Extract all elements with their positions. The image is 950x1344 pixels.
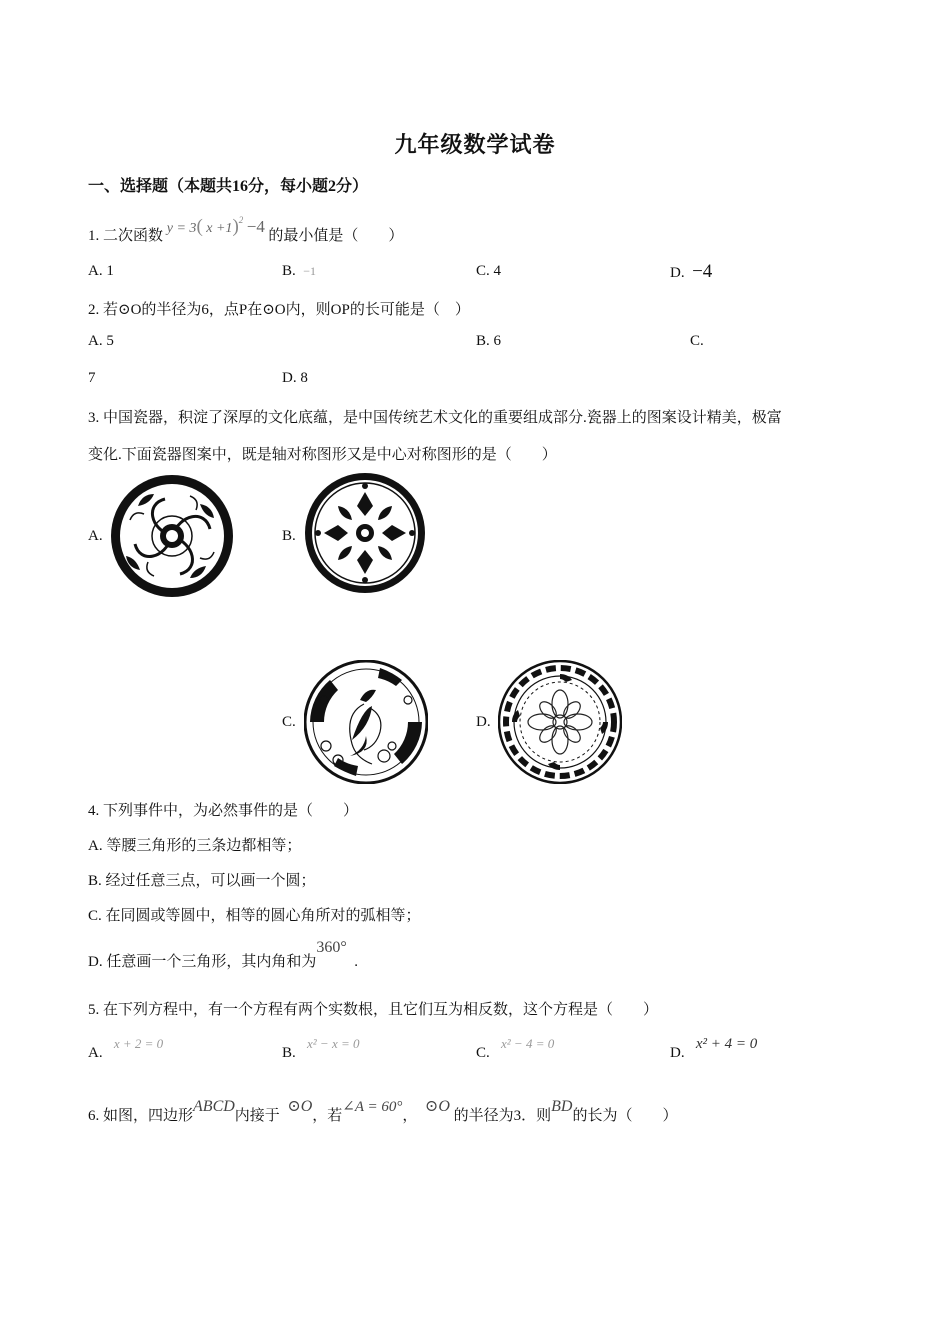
q2-option-d: D. 8 <box>282 370 308 386</box>
question-1 <box>88 215 404 246</box>
q3-option-c-label: C. <box>282 714 296 730</box>
section-heading: 一、选择题（本题共16分，每小题2分） <box>88 178 369 195</box>
q3-option-a-label: A. <box>88 528 103 544</box>
q2-option-c: C. <box>690 333 704 349</box>
q1-option-a: A. 1 <box>88 263 114 279</box>
q1-prefix: 1. 二次函数 <box>88 228 164 244</box>
question-2: 2. 若⊙O的半径为6，点P在⊙O内，则OP的长可能是（ ） <box>88 302 470 318</box>
q5-option-c: C. x² − 4 = 0 <box>476 1036 555 1061</box>
question-3-line2: 变化.下面瓷器图案中，既是轴对称图形又是中心对称图形的是（ ） <box>88 447 557 463</box>
question-5: 5. 在下列方程中，有一个方程有两个实数根，且它们互为相反数，这个方程是（ ） <box>88 1002 659 1018</box>
q1-suffix: 的最小值是（ ） <box>268 228 404 244</box>
q3-option-d-label: D. <box>476 714 491 730</box>
q4-option-d: D. 任意画一个三角形，其内角和为360° . <box>88 939 358 970</box>
q1-option-c: C. 4 <box>476 263 502 279</box>
q4-option-a: A. 等腰三角形的三条边都相等； <box>88 838 302 854</box>
question-3-line1: 3. 中国瓷器，积淀了深厚的文化底蕴，是中国传统艺术文化的重要组成部分.瓷器上的图案设计精美，极富 <box>88 410 782 426</box>
q2-option-b: B. 6 <box>476 333 502 349</box>
question-6: 6. 如图，四边形ABCD内接于 ⊙O，若∠A = 60°， ⊙O 的半径为3．则BD的长为（ ） <box>88 1098 678 1124</box>
page-title: 九年级数学试卷 <box>394 132 556 157</box>
q1-option-b: B. −1 <box>282 263 317 279</box>
q1-formula: y = 3( x +1)$^2$ −4 <box>166 215 265 237</box>
q1-option-d: D. −4 <box>670 261 713 282</box>
q4-option-c: C. 在同圆或等圆中，相等的圆心角所对的弧相等； <box>88 908 421 924</box>
q5-option-a: A. x + 2 = 0 <box>88 1036 164 1061</box>
q3-pattern-a-image <box>110 474 234 598</box>
q4-option-b: B. 经过任意三点，可以画一个圆； <box>88 873 316 889</box>
q5-option-b: B. x² − x = 0 <box>282 1036 360 1061</box>
q3-pattern-c-image <box>304 660 428 784</box>
question-4: 4. 下列事件中，为必然事件的是（ ） <box>88 803 359 819</box>
q3-option-b-label: B. <box>282 528 296 544</box>
q2-option-c-value: 7 <box>88 370 96 386</box>
q2-option-a: A. 5 <box>88 333 114 349</box>
q3-pattern-d-image <box>498 660 622 784</box>
q5-option-d: D. x² + 4 = 0 <box>670 1036 758 1061</box>
q3-pattern-b-image <box>304 472 426 594</box>
